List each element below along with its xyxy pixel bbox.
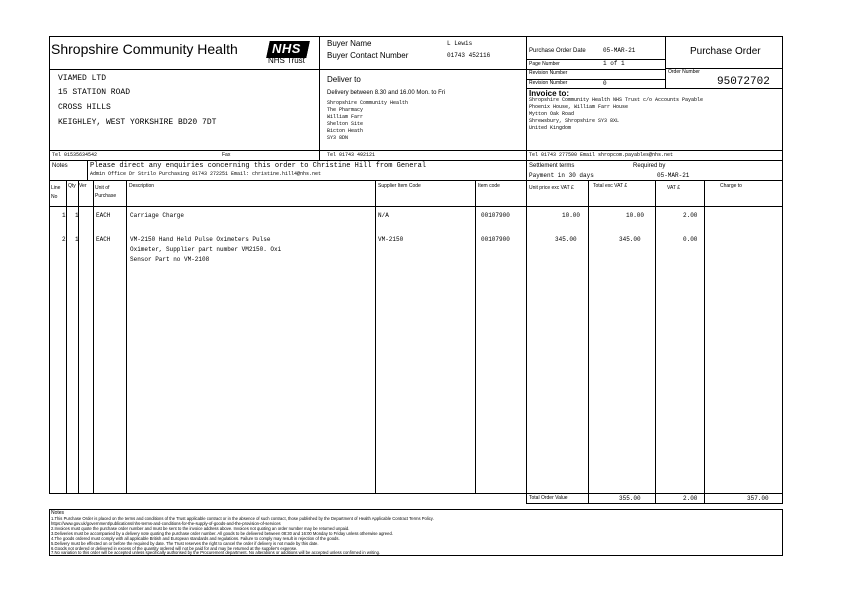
deliver-to-line: The Pharmacy (327, 107, 364, 113)
row-total-exc: 345.00 (619, 236, 641, 243)
notes-line1: Please direct any enquiries concerning this order to Christine Hill from General (90, 162, 427, 170)
col-header-unit-price: Unit price exc VAT £ (529, 185, 574, 191)
deliver-to-tel: Tel 01743 492121 (327, 152, 376, 158)
supplier-fax: Fax (222, 152, 231, 158)
invoice-to-line: Mytton Oak Road (529, 111, 575, 117)
supplier-line: VIAMED LTD (58, 74, 107, 83)
po-date-value: 05-MAR-21 (603, 47, 636, 54)
row-unit: EACH (96, 236, 111, 243)
footer-line: 1.This Purchase Order is placed on the terms and conditions of the Trust applicable contract or in the absence of such contract, those published by the Department of Health Applicable Contract Terms Policy. (51, 516, 434, 521)
buyer-contact-label: Buyer Contact Number (327, 51, 409, 60)
row-description: VM-2150 Hand Held Pulse Oximeters Pulse (130, 236, 271, 243)
buyer-name-label: Buyer Name (327, 39, 372, 48)
order-number-label: Order Number (668, 69, 700, 75)
col-header-charge-to: Charge to (720, 183, 742, 189)
buyer-contact-value: 01743 452116 (447, 52, 491, 59)
total-order-value-label: Total Order Value (529, 495, 568, 501)
col-header-line: Line No (51, 185, 61, 200)
notes-label: Notes (52, 163, 68, 169)
supplier-line: 15 STATION ROAD (58, 88, 131, 97)
row-qty: 1 (75, 212, 79, 219)
settlement-label: Settlement terms (529, 163, 575, 169)
nhs-logo-text: NHS (272, 41, 301, 56)
total-exc-vat: 355.00 (619, 495, 641, 502)
deliver-to-line: William Farr (327, 114, 364, 120)
row-unit-price: 345.00 (555, 236, 577, 243)
col-header-unit: Unit of Purchase (95, 185, 117, 199)
org-trust: NHS Trust (268, 56, 305, 65)
po-date-label: Purchase Order Date (529, 48, 586, 54)
settlement-value: Payment in 30 days (529, 172, 594, 179)
footer-line: 7.No variation to this order will be accepted unless specifically authorised by the Procurement department. No alterations or additions will be accepted unless confirmed in writing. (51, 550, 381, 555)
table-header-separator (49, 206, 783, 207)
row-supplier-item: VM-2150 (378, 236, 404, 243)
footer-line: 4.The goods ordered must comply with all applicable British and European standards and regulations. Failure to comply may result in rejection of the goods. (51, 536, 340, 541)
col-header-ver: Ver (79, 183, 87, 189)
revision-number-label: Revision Number (529, 70, 568, 76)
deliver-to-line: Shelton Site (327, 121, 364, 127)
footer-line: 3.Deliveries must be accompanied by a delivery note quoting the purchase order number. All goods to be delivered between 08:30 and 16:00 Monday to Friday unless otherwise agreed. (51, 531, 393, 536)
po-title: Purchase Order (690, 46, 761, 57)
invoice-to-line: Shropshire Community Health NHS Trust c/o Accounts Payable (529, 97, 704, 103)
order-number-value: 95072702 (717, 76, 770, 88)
invoice-to-line: United Kingdom (529, 125, 572, 131)
notes-line2: Admin Office Dr Strilo Purchasing 01743 272251 Email: christine.hill4@nhs.net (90, 171, 322, 177)
col-header-vat: VAT £ (667, 185, 681, 191)
row-line: 2 (62, 236, 66, 243)
deliver-to-hours: Delivery between 8.30 and 16.00 Mon. to Fri (327, 90, 446, 96)
col-header-description: Description (129, 183, 155, 189)
col-header-supplier-item: Supplier Item Code (378, 183, 421, 189)
row-item-code: 00107900 (481, 236, 510, 243)
row-supplier-item: N/A (378, 212, 389, 219)
row-description: Carriage Charge (130, 212, 185, 219)
page-number-value: 1 of 1 (603, 60, 625, 67)
invoice-to-line: Shrewsbury, Shropshire SY3 8XL (529, 118, 620, 124)
invoice-to-label: Invoice to: (529, 89, 570, 98)
deliver-to-line: Shropshire Community Health (327, 100, 409, 106)
row-vat: 0.00 (683, 236, 698, 243)
revision-label: Revision Number (529, 80, 568, 86)
col-header-qty: Qty (68, 183, 76, 189)
buyer-name-value: L Lewis (447, 40, 473, 47)
line-items-table (49, 180, 783, 494)
invoice-to-line: Phoenix House, William Farr House (529, 104, 629, 110)
row-unit: EACH (96, 212, 111, 219)
footer-line: 2.Invoices must quote the purchase order number and must be sent to the invoice address above. Invoices not quoting an order number may be returned unpaid. (51, 526, 350, 531)
invoice-tel-email: Tel 01743 277500 Email shropcom.payables@nhs.net (529, 152, 674, 158)
page-number-label: Page Number (529, 61, 560, 67)
required-by-value: 05-MAR-21 (657, 172, 690, 179)
row-vat: 2.00 (683, 212, 698, 219)
grand-total: 357.00 (747, 495, 769, 502)
footer-line: 6.Goods not ordered or delivered in excess of the quantity ordered will not be paid for and may be returned at the supplier's expense. (51, 546, 298, 551)
footer-line: https://www.gov.uk/government/publications/nhs-terms-and-conditions-for-the-supply-of-goods-and-the-provision-of-services (51, 521, 281, 526)
supplier-line: CROSS HILLS (58, 103, 111, 112)
org-name: Shropshire Community Health (51, 41, 238, 57)
revision-value: 0 (603, 80, 607, 87)
required-by-label: Required by (633, 163, 666, 169)
supplier-tel: Tel 01535634542 (52, 152, 98, 158)
deliver-to-label: Deliver to (327, 75, 361, 84)
row-description: Sensor Part no VM-2108 (130, 256, 210, 263)
row-description: Oximeter, Supplier part number VM2150. Oxi (130, 246, 282, 253)
footer-line: 5.Delivery must be effected on or before the required by date. The Trust reserves the right to cancel the order if delivery is not made by this date. (51, 541, 319, 546)
col-header-item-code: Item code (478, 183, 500, 189)
col-header-total-exc: Total exc VAT £ (593, 183, 628, 189)
row-line: 1 (62, 212, 66, 219)
deliver-to-line: SY3 8DN (327, 135, 349, 141)
row-qty: 1 (75, 236, 79, 243)
footer-notes-label: Notes (51, 510, 65, 516)
row-total-exc: 10.00 (626, 212, 645, 219)
row-unit-price: 10.00 (562, 212, 581, 219)
total-vat: 2.00 (683, 495, 698, 502)
supplier-line: KEIGHLEY, WEST YORKSHIRE BD20 7DT (58, 118, 217, 127)
deliver-to-line: Bicton Heath (327, 128, 364, 134)
row-item-code: 00107900 (481, 212, 510, 219)
